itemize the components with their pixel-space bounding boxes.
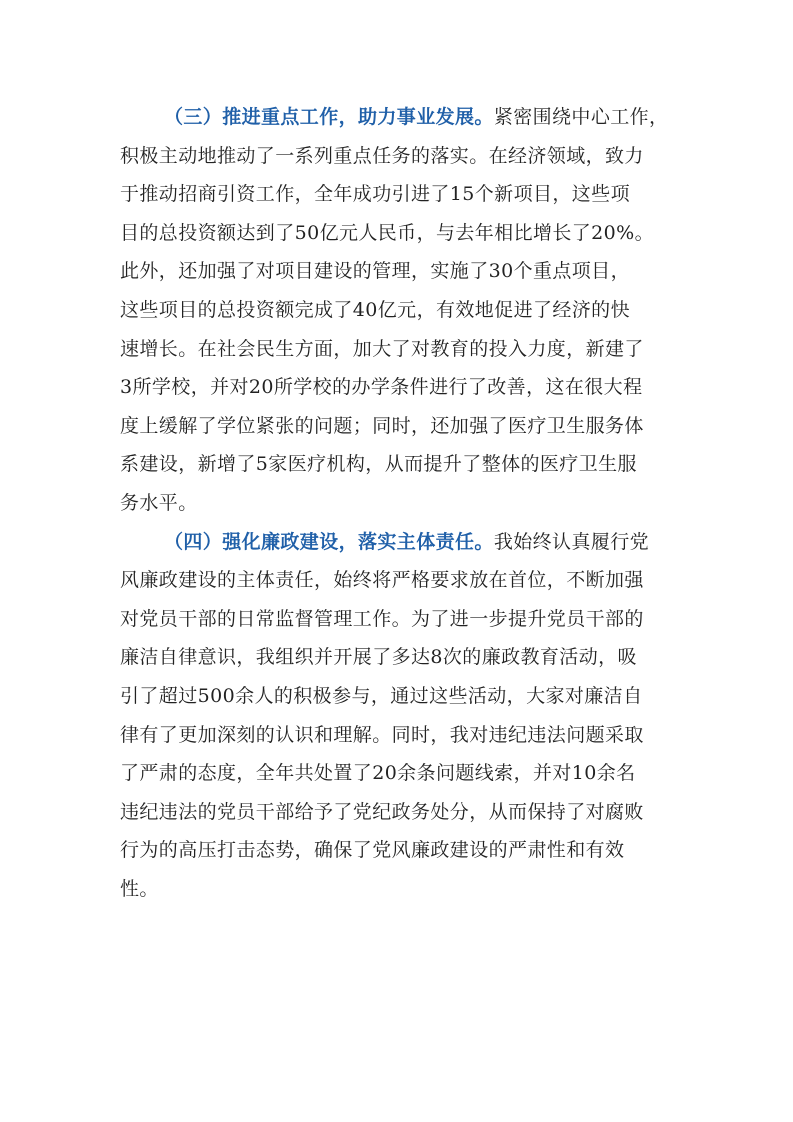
paragraph-line: 速增长。在社会民生方面，加大了对教育的投入力度，新建了 [120,337,644,360]
paragraph-line: 对党员干部的日常监督管理工作。为了进一步提升党员干部的 [120,607,644,630]
paragraph-line: 务水平。 [120,491,198,514]
paragraph-line: 这些项目的总投资额完成了40亿元，有效地促进了经济的快 [120,298,630,321]
paragraph-heading: （四）强化廉政建设，落实主体责任。 [164,530,494,553]
paragraph-line: 廉洁自律意识，我组织并开展了多达8次的廉政教育活动，吸 [120,646,637,669]
paragraph-line: 此外，还加强了对项目建设的管理，实施了30个重点项目， [120,260,630,283]
paragraph-line: 风廉政建设的主体责任，始终将严格要求放在首位，不断加强 [120,569,644,592]
paragraph-4 [120,523,680,909]
paragraph-line: 积极主动地推动了一系列重点任务的落实。在经济领域，致力 [120,144,644,167]
paragraph-heading: （三）推进重点工作，助力事业发展。 [164,106,494,128]
paragraph-line: 于推动招商引资工作，全年成功引进了15个新项目，这些项 [120,183,630,206]
paragraph-line [120,523,680,562]
paragraph-text: 我始终认真履行党 [493,530,650,553]
paragraph-line: 系建设，新增了5家医疗机构，从而提升了整体的医疗卫生服 [120,453,637,476]
paragraph-line: 性。 [120,877,159,900]
paragraph-line [120,98,680,137]
paragraph-line: 3所学校，并对20所学校的办学条件进行了改善，这在很大程 [120,376,643,399]
paragraph-line: 行为的高压打击态势，确保了党风廉政建设的严肃性和有效 [120,839,625,862]
paragraph-line: 律有了更加深刻的认识和理解。同时，我对违纪违法问题采取 [120,723,644,746]
document-body [120,98,680,908]
paragraph-line: 目的总投资额达到了50亿元人民币，与去年相比增长了20%。 [120,221,655,244]
paragraph-line: 度上缓解了学位紧张的问题；同时，还加强了医疗卫生服务体 [120,414,644,437]
paragraph-line: 违纪违法的党员干部给予了党纪政务处分，从而保持了对腐败 [120,800,644,823]
paragraph-line: 引了超过500余人的积极参与，通过这些活动，大家对廉洁自 [120,684,643,707]
paragraph-3 [120,98,680,523]
paragraph-line: 了严肃的态度，全年共处置了20余条问题线索，并对10余名 [120,762,636,785]
paragraph-text: 紧密围绕中心工作， [493,106,669,128]
